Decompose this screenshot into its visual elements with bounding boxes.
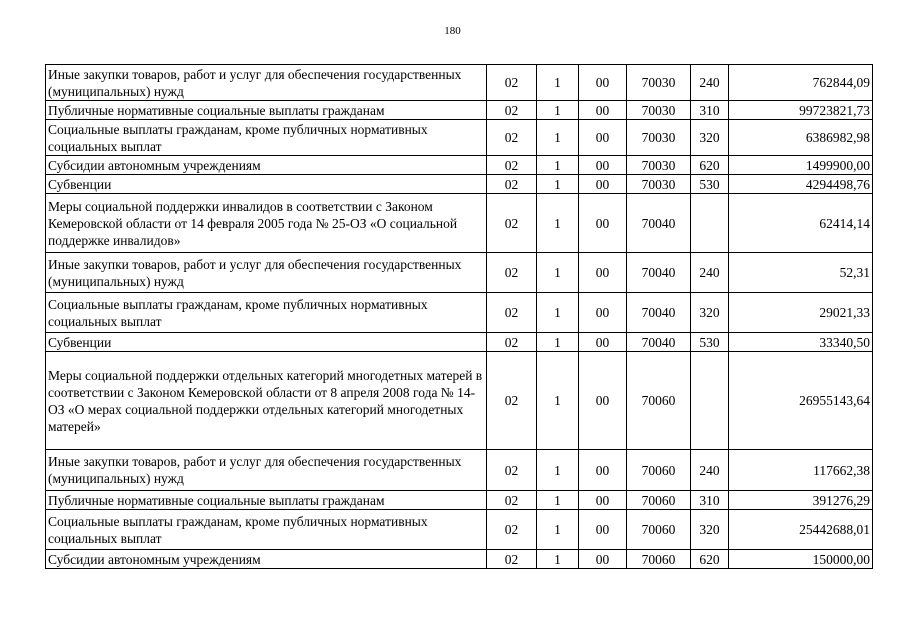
code-direction: 70030	[627, 156, 691, 175]
code-expense-type: 620	[691, 550, 729, 569]
row-description: Субвенции	[46, 175, 487, 194]
code-section: 02	[487, 253, 537, 293]
code-program: 1	[537, 550, 579, 569]
row-amount: 4294498,76	[729, 175, 873, 194]
row-description: Иные закупки товаров, работ и услуг для обеспечения государственных (муниципальных) нужд	[46, 253, 487, 293]
code-direction: 70040	[627, 293, 691, 333]
code-subprogram: 00	[579, 65, 627, 101]
row-description: Социальные выплаты гражданам, кроме публичных нормативных социальных выплат	[46, 120, 487, 156]
code-direction: 70060	[627, 450, 691, 491]
row-amount: 6386982,98	[729, 120, 873, 156]
code-subprogram: 00	[579, 450, 627, 491]
table-row	[46, 510, 873, 550]
row-description: Социальные выплаты гражданам, кроме публичных нормативных социальных выплат	[46, 293, 487, 333]
code-section: 02	[487, 352, 537, 450]
row-description: Субвенции	[46, 333, 487, 352]
code-program: 1	[537, 352, 579, 450]
row-amount: 26955143,64	[729, 352, 873, 450]
code-subprogram: 00	[579, 101, 627, 120]
row-description: Субсидии автономным учреждениям	[46, 156, 487, 175]
code-direction: 70030	[627, 120, 691, 156]
row-amount: 62414,14	[729, 194, 873, 253]
table-row	[46, 175, 873, 194]
table-row	[46, 253, 873, 293]
table-row	[46, 120, 873, 156]
code-subprogram: 00	[579, 156, 627, 175]
table-row	[46, 194, 873, 253]
row-amount: 25442688,01	[729, 510, 873, 550]
code-expense-type: 320	[691, 510, 729, 550]
code-expense-type: 310	[691, 491, 729, 510]
code-expense-type: 240	[691, 253, 729, 293]
code-subprogram: 00	[579, 352, 627, 450]
code-subprogram: 00	[579, 120, 627, 156]
code-program: 1	[537, 333, 579, 352]
code-program: 1	[537, 65, 579, 101]
code-section: 02	[487, 101, 537, 120]
code-expense-type: 240	[691, 450, 729, 491]
table-row	[46, 101, 873, 120]
code-expense-type: 530	[691, 333, 729, 352]
code-expense-type: 320	[691, 293, 729, 333]
row-description: Иные закупки товаров, работ и услуг для обеспечения государственных (муниципальных) нужд	[46, 450, 487, 491]
budget-table	[45, 64, 873, 569]
row-description: Публичные нормативные социальные выплаты гражданам	[46, 491, 487, 510]
table-row	[46, 65, 873, 101]
code-subprogram: 00	[579, 253, 627, 293]
code-direction: 70060	[627, 491, 691, 510]
code-program: 1	[537, 450, 579, 491]
code-program: 1	[537, 120, 579, 156]
code-subprogram: 00	[579, 510, 627, 550]
row-description: Иные закупки товаров, работ и услуг для обеспечения государственных (муниципальных) нужд	[46, 65, 487, 101]
code-subprogram: 00	[579, 194, 627, 253]
row-description: Меры социальной поддержки отдельных категорий многодетных матерей в соответствии с Законом Кемеровской области от 8 апреля 2008 года № 14-ОЗ «О мерах социальной поддержки отдельных категорий многодетных матерей»	[46, 352, 487, 450]
code-program: 1	[537, 491, 579, 510]
code-section: 02	[487, 120, 537, 156]
row-amount: 33340,50	[729, 333, 873, 352]
code-program: 1	[537, 175, 579, 194]
code-expense-type: 240	[691, 65, 729, 101]
code-direction: 70030	[627, 101, 691, 120]
code-section: 02	[487, 333, 537, 352]
row-amount: 150000,00	[729, 550, 873, 569]
code-section: 02	[487, 550, 537, 569]
code-section: 02	[487, 156, 537, 175]
code-direction: 70060	[627, 550, 691, 569]
code-expense-type	[691, 194, 729, 253]
code-expense-type	[691, 352, 729, 450]
code-direction: 70030	[627, 65, 691, 101]
code-program: 1	[537, 156, 579, 175]
table-row	[46, 550, 873, 569]
row-description: Субсидии автономным учреждениям	[46, 550, 487, 569]
code-expense-type: 320	[691, 120, 729, 156]
code-section: 02	[487, 510, 537, 550]
code-program: 1	[537, 194, 579, 253]
code-subprogram: 00	[579, 333, 627, 352]
code-direction: 70030	[627, 175, 691, 194]
code-direction: 70060	[627, 352, 691, 450]
code-direction: 70040	[627, 194, 691, 253]
table-row	[46, 352, 873, 450]
code-program: 1	[537, 253, 579, 293]
table-row	[46, 293, 873, 333]
code-direction: 70040	[627, 253, 691, 293]
page-number: 180	[444, 25, 461, 37]
code-direction: 70040	[627, 333, 691, 352]
code-expense-type: 310	[691, 101, 729, 120]
code-section: 02	[487, 194, 537, 253]
table-row	[46, 450, 873, 491]
code-section: 02	[487, 293, 537, 333]
row-amount: 1499900,00	[729, 156, 873, 175]
code-program: 1	[537, 293, 579, 333]
code-subprogram: 00	[579, 550, 627, 569]
table-row	[46, 333, 873, 352]
row-description: Меры социальной поддержки инвалидов в соответствии с Законом Кемеровской области от 14 февраля 2005 года № 25-ОЗ «О социальной поддержке инвалидов»	[46, 194, 487, 253]
row-amount: 29021,33	[729, 293, 873, 333]
table-row	[46, 156, 873, 175]
code-section: 02	[487, 491, 537, 510]
code-direction: 70060	[627, 510, 691, 550]
budget-table-body	[46, 65, 873, 569]
row-amount: 99723821,73	[729, 101, 873, 120]
code-expense-type: 620	[691, 156, 729, 175]
row-amount: 391276,29	[729, 491, 873, 510]
row-amount: 762844,09	[729, 65, 873, 101]
code-program: 1	[537, 101, 579, 120]
row-amount: 117662,38	[729, 450, 873, 491]
code-expense-type: 530	[691, 175, 729, 194]
code-subprogram: 00	[579, 293, 627, 333]
code-subprogram: 00	[579, 491, 627, 510]
code-section: 02	[487, 65, 537, 101]
table-row	[46, 491, 873, 510]
code-section: 02	[487, 450, 537, 491]
row-description: Социальные выплаты гражданам, кроме публичных нормативных социальных выплат	[46, 510, 487, 550]
row-amount: 52,31	[729, 253, 873, 293]
code-subprogram: 00	[579, 175, 627, 194]
row-description: Публичные нормативные социальные выплаты гражданам	[46, 101, 487, 120]
code-section: 02	[487, 175, 537, 194]
code-program: 1	[537, 510, 579, 550]
